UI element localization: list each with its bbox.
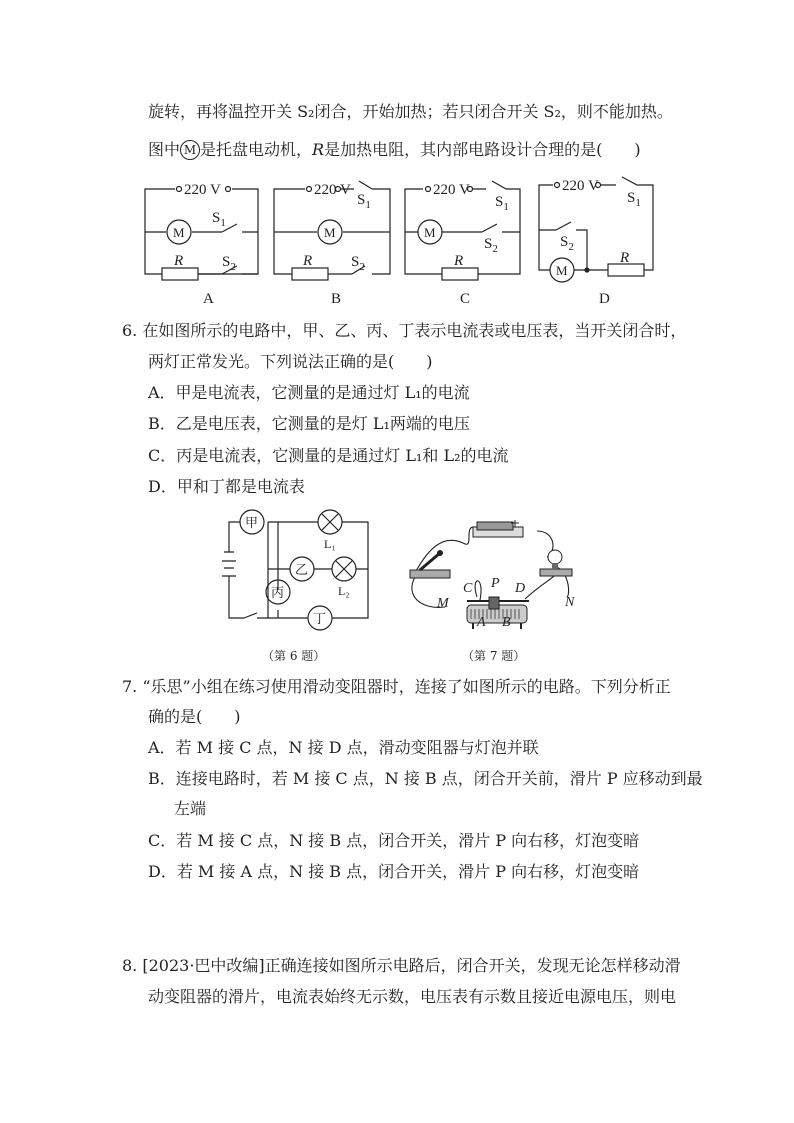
q7-option-d: D．若 M 接 A 点，N 接 B 点，闭合开关，滑片 P 向右移，灯泡变暗 (148, 862, 640, 881)
q7-stem-line1: 7. “乐思”小组在练习使用滑动变阻器时，连接了如图所示的电路。下列分析正 (122, 677, 671, 696)
c-motor: M (424, 225, 436, 240)
meter-ding: 丁 (313, 611, 327, 626)
q5-circuit-diagrams (0, 170, 794, 310)
q7-option-b-cont: 左端 (174, 799, 207, 818)
lamp-l2-label: L₂ (338, 584, 350, 598)
q6-stem-line1: 6. 在如图所示的电路中，甲、乙、丙、丁表示电流表或电压表，当开关闭合时， (122, 321, 687, 340)
c-r: R (454, 253, 464, 269)
q7-option-c: C．若 M 接 C 点，N 接 B 点，闭合开关，滑片 P 向右移，灯泡变暗 (148, 831, 640, 850)
q5-line2-text-b: 是托盘电动机， (200, 140, 313, 159)
a-s2: $S_2$ (222, 254, 236, 273)
circuit-a (145, 187, 258, 281)
battery-box (473, 520, 523, 537)
a-s1: $S_1$ (212, 210, 226, 229)
c-s2: $S_2$ (484, 236, 498, 255)
q7-option-a: A．若 M 接 C 点，N 接 D 点，滑动变阻器与灯泡并联 (148, 738, 539, 757)
q5-line2 (148, 139, 641, 161)
label-d: D (515, 581, 526, 596)
label-p: P (491, 576, 500, 591)
label-m: M (437, 596, 449, 611)
q8-stem-line2: 动变阻器的滑片，电流表始终无示数，电压表有示数且接近电源电压，则电 (148, 987, 677, 1006)
q6-stem-line2: 两灯正常发光。下列说法正确的是( ) (148, 352, 433, 371)
q7-option-b: B．连接电路时，若 M 接 C 点，N 接 B 点，闭合开关前，滑片 P 应移动到最 (148, 769, 703, 788)
q6-option-d: D．甲和丁都是电流表 (148, 477, 305, 496)
option-c-label: C (460, 291, 471, 307)
c-voltage: 220 V (433, 182, 470, 198)
meter-bing: 丙 (271, 585, 285, 600)
q7-stem-line2: 确的是( ) (148, 707, 241, 726)
d-r: R (620, 250, 630, 266)
q6-option-c: C．丙是电流表，它测量的是通过灯 L₁和 L₂的电流 (148, 446, 509, 465)
q5-line1: 旋转，再将温控开关 S₂闭合，开始加热；若只闭合开关 S₂，则不能加热。 (148, 102, 673, 121)
q5-line2-r: R (312, 140, 325, 159)
meter-yi: 乙 (295, 562, 309, 577)
q6-option-b: B．乙是电压表，它测量的是灯 L₁两端的电压 (148, 414, 470, 433)
q5-line2-text-a: 图中 (148, 140, 181, 159)
option-a-label: A (203, 291, 214, 307)
a-motor: M (173, 225, 185, 240)
a-voltage: 220 V (184, 182, 221, 198)
q6-circuit-diagram (222, 505, 382, 635)
meter-jia: 甲 (245, 515, 259, 530)
d-motor: M (556, 263, 568, 278)
lamp-l1-label: L₁ (324, 537, 336, 551)
switch (410, 550, 450, 578)
d-voltage: 220 V (562, 178, 599, 194)
d-s1: $S_1$ (627, 190, 641, 209)
option-d-label: D (599, 291, 610, 307)
label-c: C (463, 581, 473, 596)
label-n: N (565, 595, 575, 610)
q5-line2-text-c: 是加热电阻，其内部电路设计合理的是( ) (324, 140, 641, 159)
q7-caption: （第 7 题） (462, 649, 526, 663)
b-s1: $S_1$ (357, 192, 371, 211)
b-r: R (303, 253, 313, 269)
q8-stem-line1: 8. [2023·巴中改编]正确连接如图所示电路后，闭合开关，发现无论怎样移动滑 (122, 956, 681, 975)
b-s2: $S_2$ (351, 254, 365, 273)
motor-symbol: M (180, 140, 200, 160)
lamp (540, 550, 572, 576)
q7-apparatus-diagram (405, 515, 580, 645)
a-r: R (174, 253, 184, 269)
q6-option-a: A．甲是电流表，它测量的是通过灯 L₁的电流 (148, 383, 470, 402)
label-b: B (502, 615, 511, 630)
option-b-label: B (331, 291, 342, 307)
b-motor: M (324, 225, 336, 240)
q6-caption: （第 6 题） (262, 649, 326, 663)
d-s2: $S_2$ (560, 234, 574, 253)
c-s1: $S_1$ (495, 194, 509, 213)
label-a: A (477, 615, 486, 630)
b-voltage: 220 V (314, 182, 351, 198)
